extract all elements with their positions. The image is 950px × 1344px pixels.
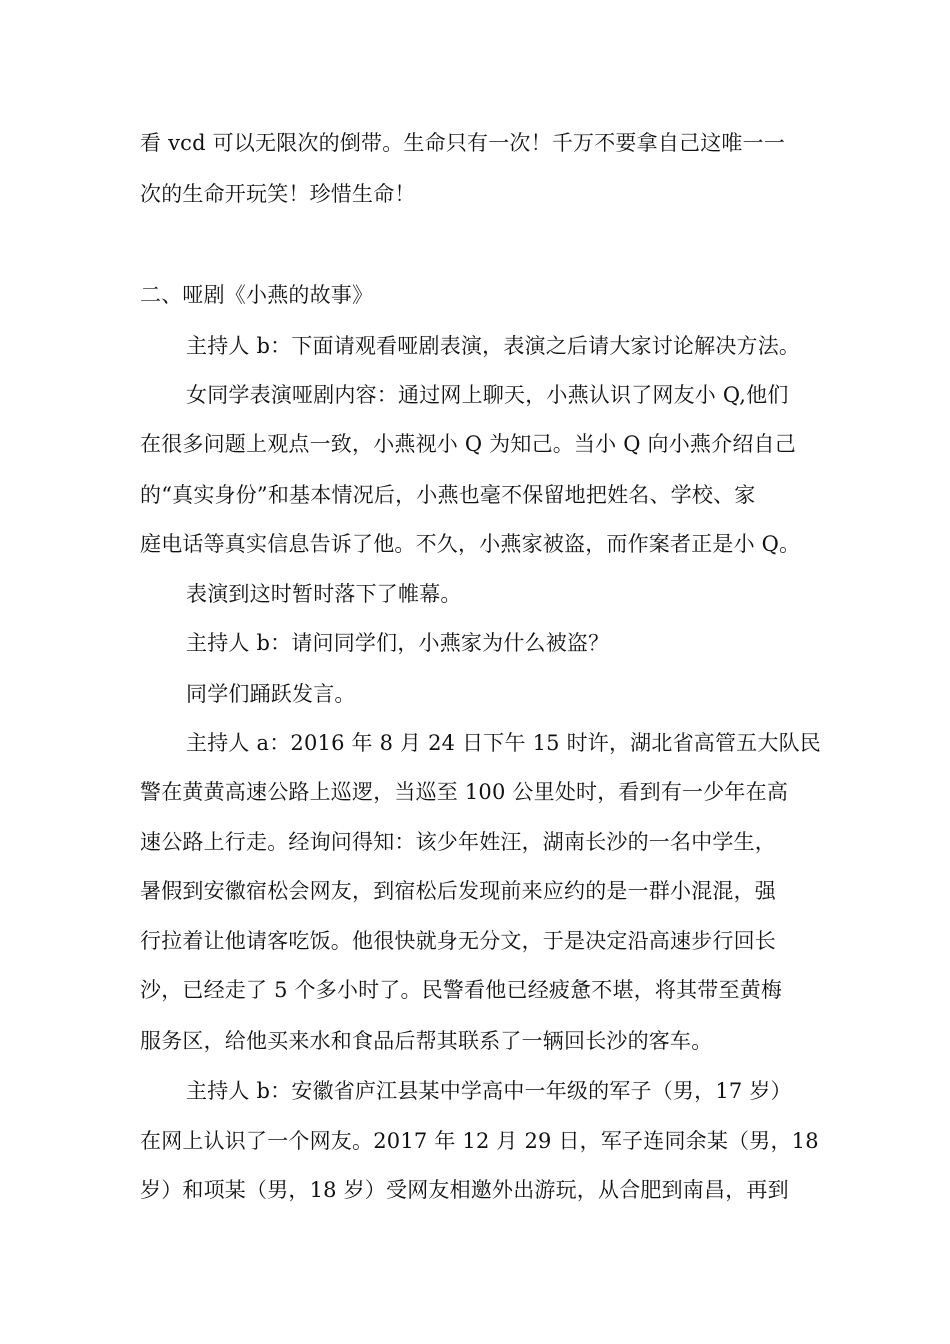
text-line: 女同学表演哑剧内容：通过网上聊天，小燕认识了网友小 Q,他们 <box>186 383 789 407</box>
section-heading: 二、哑剧《小燕的故事》 <box>140 283 374 307</box>
text-line: 在很多问题上观点一致，小燕视小 Q 为知己。当小 Q 向小燕介绍自己 <box>140 432 796 456</box>
text-line: 庭电话等真实信息告诉了他。不久，小燕家被盗，而作案者正是小 Q。 <box>140 532 801 556</box>
text-line: 沙，已经走了 5 个多小时了。民警看他已经疲惫不堪，将其带至黄梅 <box>140 978 783 1002</box>
text-line: 主持人 b：安徽省庐江县某中学高中一年级的军子（男，17 岁） <box>186 1079 792 1103</box>
text-line: 暑假到安徽宿松会网友，到宿松后发现前来应约的是一群小混混，强 <box>140 879 776 903</box>
text-line: 警在黄黄高速公路上巡逻，当巡至 100 公里处时，看到有一少年在高 <box>140 780 789 804</box>
text-line: 次的生命开玩笑！珍惜生命！ <box>140 182 416 206</box>
text-line: 看 vcd 可以无限次的倒带。生命只有一次！千万不要拿自己这唯一一 <box>140 131 786 155</box>
text-line: 在网上认识了一个网友。2017 年 12 月 29 日，军子连同余某（男，18 <box>140 1129 819 1153</box>
text-line: 岁）和项某（男，18 岁）受网友相邀外出游玩，从合肥到南昌，再到 <box>140 1178 789 1202</box>
text-line: 的“真实身份”和基本情况后，小燕也毫不保留地把姓名、学校、家 <box>140 483 756 507</box>
text-line: 行拉着让他请客吃饭。他很快就身无分文，于是决定沿高速步行回长 <box>140 929 776 953</box>
text-line: 服务区，给他买来水和食品后帮其联系了一辆回长沙的客车。 <box>140 1029 713 1053</box>
text-line: 主持人 a：2016 年 8 月 24 日下午 15 时许，湖北省高管五大队民 <box>186 731 821 755</box>
text-line: 主持人 b：请问同学们，小燕家为什么被盗？ <box>186 631 610 655</box>
text-line: 速公路上行走。经询问得知：该少年姓汪，湖南长沙的一名中学生， <box>140 830 776 854</box>
text-line: 表演到这时暂时落下了帷幕。 <box>186 582 462 606</box>
text-line: 同学们踊跃发言。 <box>186 682 356 706</box>
text-line: 主持人 b：下面请观看哑剧表演，表演之后请大家讨论解决方法。 <box>186 334 801 358</box>
